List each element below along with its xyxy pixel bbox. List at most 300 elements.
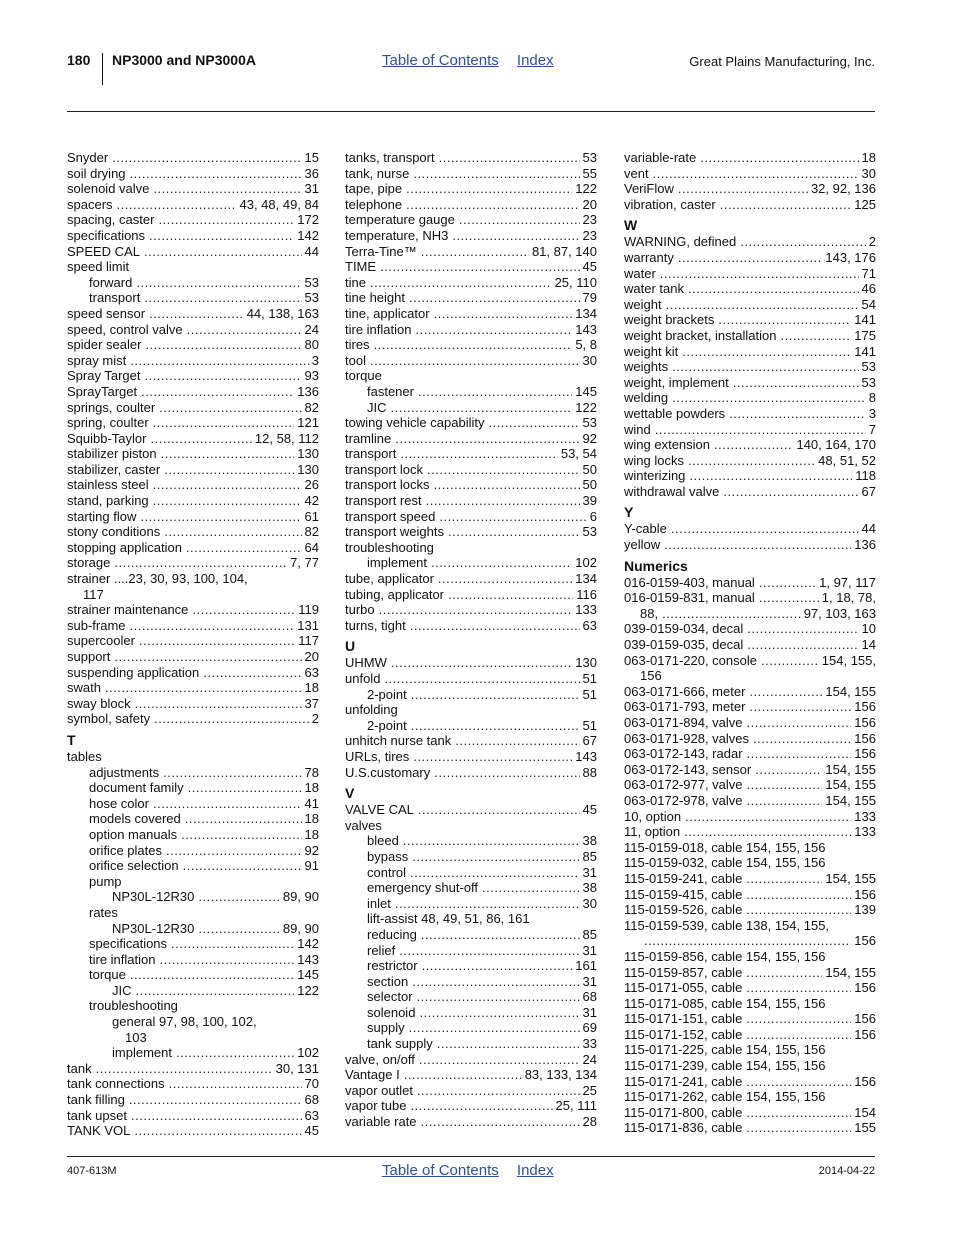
page-references[interactable]: 3 — [868, 405, 876, 421]
page-references[interactable]: 18 — [861, 150, 876, 165]
page-references[interactable]: 18 — [304, 811, 319, 827]
page-references[interactable]: 26 — [304, 477, 319, 493]
page-references[interactable]: 25, 110 — [554, 274, 597, 290]
page-references[interactable]: 89, 90 — [282, 889, 319, 905]
index-entry[interactable] — [345, 275, 597, 291]
index-entry[interactable] — [624, 197, 876, 213]
index-entry[interactable] — [67, 540, 319, 556]
page-references[interactable]: 156 — [854, 730, 876, 746]
page-references[interactable]: 53 — [582, 415, 597, 431]
index-entry[interactable] — [624, 1120, 876, 1136]
page-references[interactable]: 130 — [575, 655, 597, 671]
index-entry[interactable] — [345, 718, 597, 734]
index-entry[interactable] — [345, 733, 597, 749]
index-entry[interactable] — [345, 655, 597, 671]
index-entry[interactable] — [67, 1108, 319, 1124]
page-references[interactable]: 31 — [582, 973, 597, 989]
index-entry[interactable] — [624, 731, 876, 747]
index-entry[interactable] — [67, 1123, 319, 1139]
index-entry[interactable] — [67, 166, 319, 182]
page-references[interactable]: 23 — [582, 227, 597, 243]
index-entry[interactable] — [624, 406, 876, 422]
index-entry[interactable] — [345, 322, 597, 338]
page-references[interactable]: 79 — [582, 290, 597, 306]
index-entry[interactable] — [67, 353, 319, 369]
index-entry[interactable] — [624, 1027, 876, 1043]
page-references[interactable]: 156 — [854, 933, 876, 949]
page-references[interactable]: 44, 138, 163 — [246, 305, 319, 321]
index-entry[interactable] — [624, 606, 876, 622]
page-references[interactable]: 5, 8 — [575, 337, 597, 353]
page-references[interactable]: 154, 155 — [825, 777, 876, 793]
index-entry[interactable] — [345, 849, 597, 865]
page-references[interactable]: 30 — [582, 352, 597, 368]
footer-index-link[interactable]: Index — [516, 1162, 554, 1179]
page-references[interactable]: 63 — [582, 617, 597, 633]
index-entry[interactable] — [67, 936, 319, 952]
index-entry[interactable] — [345, 509, 597, 525]
index-entry[interactable] — [345, 166, 597, 182]
index-entry[interactable] — [345, 1036, 597, 1052]
page-references[interactable]: 68 — [582, 989, 597, 1005]
index-entry[interactable] — [624, 653, 876, 669]
index-entry[interactable] — [345, 1052, 597, 1068]
index-entry[interactable] — [624, 621, 876, 637]
page-references[interactable]: 69 — [582, 1020, 597, 1036]
index-entry[interactable] — [624, 809, 876, 825]
index-entry[interactable] — [67, 765, 319, 781]
page-references[interactable]: 143 — [297, 951, 319, 967]
page-references[interactable]: 92 — [582, 430, 597, 446]
page-references[interactable]: 31 — [582, 942, 597, 958]
page-references[interactable]: 63 — [304, 664, 319, 680]
index-entry[interactable] — [345, 337, 597, 353]
page-references[interactable]: 20 — [582, 196, 597, 212]
index-entry[interactable] — [345, 671, 597, 687]
index-entry[interactable] — [345, 802, 597, 818]
page-references[interactable]: 156 — [854, 1073, 876, 1089]
page-references[interactable]: 125 — [854, 196, 876, 212]
page-references[interactable]: 1, 18, 78, — [821, 590, 876, 606]
page-references[interactable]: 8 — [868, 390, 876, 406]
index-entry[interactable] — [67, 555, 319, 571]
index-entry[interactable] — [624, 965, 876, 981]
index-entry[interactable] — [624, 590, 876, 606]
index-entry[interactable] — [67, 197, 319, 213]
index-entry[interactable] — [624, 715, 876, 731]
page-references[interactable]: 7 — [868, 421, 876, 437]
page-references[interactable]: 82 — [304, 524, 319, 540]
index-entry[interactable] — [624, 871, 876, 887]
index-entry[interactable] — [345, 431, 597, 447]
page-references[interactable]: 70 — [304, 1076, 319, 1092]
page-references[interactable]: 133 — [575, 602, 597, 618]
page-references[interactable]: 154 — [854, 1104, 876, 1120]
index-entry[interactable] — [345, 415, 597, 431]
page-references[interactable]: 172 — [297, 212, 319, 228]
index-entry[interactable] — [67, 509, 319, 525]
index-entry[interactable] — [67, 415, 319, 431]
page-references[interactable]: 102 — [575, 555, 597, 571]
index-entry[interactable] — [624, 468, 876, 484]
page-references[interactable]: 51 — [582, 686, 597, 702]
page-references[interactable]: 64 — [304, 539, 319, 555]
page-references[interactable]: 24 — [304, 321, 319, 337]
page-references[interactable]: 116 — [576, 586, 597, 602]
page-references[interactable]: 45 — [582, 802, 597, 818]
index-entry[interactable] — [345, 181, 597, 197]
index-entry[interactable] — [624, 824, 876, 840]
page-references[interactable]: 42 — [304, 493, 319, 509]
index-entry[interactable] — [67, 1061, 319, 1077]
index-entry[interactable] — [67, 150, 319, 166]
page-references[interactable]: 142 — [297, 227, 319, 243]
page-references[interactable]: 156 — [854, 1026, 876, 1042]
index-entry[interactable] — [345, 1083, 597, 1099]
page-references[interactable]: 43, 48, 49, 84 — [239, 196, 319, 212]
page-references[interactable]: 89, 90 — [282, 920, 319, 936]
page-references[interactable]: 45 — [582, 259, 597, 275]
page-references[interactable]: 51 — [582, 671, 597, 686]
index-entry[interactable] — [67, 181, 319, 197]
index-entry[interactable] — [67, 618, 319, 634]
index-entry[interactable] — [345, 1005, 597, 1021]
page-references[interactable]: 85 — [582, 926, 597, 942]
index-entry[interactable] — [67, 665, 319, 681]
page-references[interactable]: 25 — [582, 1082, 597, 1098]
page-references[interactable]: 81, 87, 140 — [531, 243, 597, 259]
page-references[interactable]: 31 — [582, 864, 597, 880]
index-entry[interactable] — [345, 1114, 597, 1130]
index-entry[interactable] — [345, 244, 597, 260]
index-entry[interactable] — [345, 571, 597, 587]
page-references[interactable]: 161 — [575, 958, 597, 974]
page-references[interactable]: 134 — [575, 571, 597, 587]
index-entry[interactable] — [67, 633, 319, 649]
page-references[interactable]: 46 — [861, 281, 876, 297]
page-references[interactable]: 38 — [582, 880, 597, 896]
page-references[interactable]: 143 — [575, 748, 597, 764]
index-entry[interactable] — [345, 384, 597, 400]
index-entry[interactable] — [67, 384, 319, 400]
page-references[interactable]: 53, 54 — [560, 446, 597, 462]
index-entry[interactable] — [345, 880, 597, 896]
page-references[interactable]: 33 — [582, 1036, 597, 1052]
index-entry[interactable] — [67, 711, 319, 727]
page-references[interactable]: 25, 111 — [555, 1098, 597, 1114]
index-entry[interactable] — [624, 637, 876, 653]
index-entry[interactable] — [624, 746, 876, 762]
page-references[interactable]: 32, 92, 136 — [810, 181, 876, 197]
index-entry[interactable] — [345, 259, 597, 275]
page-references[interactable]: 45 — [304, 1123, 319, 1139]
page-references[interactable]: 130 — [297, 446, 319, 462]
index-entry[interactable] — [345, 765, 597, 781]
index-entry[interactable] — [345, 446, 597, 462]
index-entry[interactable] — [67, 368, 319, 384]
page-references[interactable]: 175 — [854, 327, 876, 343]
index-entry[interactable] — [67, 649, 319, 665]
index-entry[interactable] — [624, 328, 876, 344]
page-references[interactable]: 136 — [854, 537, 876, 553]
page-references[interactable]: 3 — [311, 352, 319, 368]
index-entry[interactable] — [67, 696, 319, 712]
index-entry[interactable] — [624, 181, 876, 197]
page-references[interactable]: 122 — [575, 181, 597, 197]
index-entry[interactable] — [345, 602, 597, 618]
page-references[interactable]: 131 — [297, 617, 319, 633]
index-entry[interactable] — [624, 521, 876, 537]
index-entry[interactable] — [67, 1092, 319, 1108]
page-references[interactable]: 38 — [582, 833, 597, 849]
page-references[interactable]: 156 — [854, 886, 876, 902]
page-references[interactable]: 71 — [861, 265, 876, 281]
index-entry[interactable] — [67, 400, 319, 416]
page-references[interactable]: 53 — [304, 274, 319, 290]
page-references[interactable]: 141 — [854, 312, 876, 328]
page-references[interactable]: 88 — [582, 764, 597, 780]
page-references[interactable]: 156 — [854, 1011, 876, 1027]
page-references[interactable]: 139 — [854, 902, 876, 918]
page-references[interactable]: 44 — [861, 521, 876, 537]
index-entry[interactable] — [624, 297, 876, 313]
index-entry[interactable] — [67, 477, 319, 493]
index-entry[interactable] — [624, 537, 876, 553]
page-references[interactable]: 155 — [854, 1120, 876, 1136]
page-references[interactable]: 24 — [582, 1051, 597, 1067]
page-references[interactable]: 154, 155, — [821, 652, 876, 668]
page-references[interactable]: 102 — [297, 1045, 319, 1061]
index-entry[interactable] — [67, 1045, 319, 1061]
page-references[interactable]: 118 — [855, 468, 876, 484]
index-entry[interactable] — [67, 811, 319, 827]
index-entry[interactable] — [345, 833, 597, 849]
index-entry[interactable] — [345, 555, 597, 571]
index-entry[interactable] — [345, 927, 597, 943]
index-link[interactable]: Index — [516, 52, 554, 69]
page-references[interactable]: 23 — [582, 212, 597, 228]
index-entry[interactable] — [345, 524, 597, 540]
page-references[interactable]: 18 — [304, 780, 319, 796]
page-references[interactable]: 78 — [304, 764, 319, 780]
page-references[interactable]: 18 — [304, 680, 319, 696]
index-entry[interactable] — [624, 684, 876, 700]
index-entry[interactable] — [345, 1098, 597, 1114]
index-entry[interactable] — [345, 353, 597, 369]
index-entry[interactable] — [624, 312, 876, 328]
index-entry[interactable] — [624, 762, 876, 778]
index-entry[interactable] — [345, 197, 597, 213]
index-entry[interactable] — [345, 290, 597, 306]
index-entry[interactable] — [624, 166, 876, 182]
page-references[interactable]: 93 — [304, 368, 319, 384]
index-entry[interactable] — [67, 1076, 319, 1092]
page-references[interactable]: 53 — [304, 290, 319, 306]
page-references[interactable]: 117 — [298, 633, 319, 649]
page-references[interactable]: 53 — [861, 374, 876, 390]
index-entry[interactable] — [67, 322, 319, 338]
page-references[interactable]: 53 — [861, 359, 876, 375]
page-references[interactable]: 82 — [304, 399, 319, 415]
page-references[interactable]: 145 — [297, 967, 319, 983]
index-entry[interactable] — [345, 462, 597, 478]
page-references[interactable]: 145 — [575, 383, 597, 399]
page-references[interactable]: 15 — [304, 150, 319, 165]
page-references[interactable]: 83, 133, 134 — [524, 1067, 597, 1083]
index-entry[interactable] — [624, 793, 876, 809]
page-references[interactable]: 53 — [582, 150, 597, 165]
page-references[interactable]: 140, 164, 170 — [796, 437, 876, 453]
page-references[interactable]: 119 — [298, 602, 319, 618]
index-entry[interactable] — [67, 952, 319, 968]
index-entry[interactable] — [345, 477, 597, 493]
index-entry[interactable] — [345, 687, 597, 703]
page-references[interactable]: 63 — [304, 1107, 319, 1123]
index-entry[interactable] — [624, 344, 876, 360]
index-entry[interactable] — [67, 602, 319, 618]
page-references[interactable]: 67 — [861, 483, 876, 499]
index-entry[interactable] — [67, 889, 319, 905]
page-references[interactable]: 30, 131 — [275, 1060, 319, 1076]
index-entry[interactable] — [67, 983, 319, 999]
page-references[interactable]: 156 — [854, 980, 876, 996]
page-references[interactable]: 136 — [297, 383, 319, 399]
page-references[interactable]: 133 — [854, 808, 876, 824]
index-entry[interactable] — [67, 275, 319, 291]
page-references[interactable]: 10 — [861, 621, 876, 637]
page-references[interactable]: 50 — [582, 477, 597, 493]
page-references[interactable]: 133 — [854, 824, 876, 840]
page-references[interactable]: 28 — [582, 1114, 597, 1130]
index-entry[interactable] — [345, 400, 597, 416]
index-entry[interactable] — [624, 281, 876, 297]
index-entry[interactable] — [624, 390, 876, 406]
index-entry[interactable] — [345, 306, 597, 322]
page-references[interactable]: 39 — [582, 493, 597, 509]
page-references[interactable]: 61 — [304, 508, 319, 524]
index-entry[interactable] — [624, 375, 876, 391]
index-entry[interactable] — [67, 796, 319, 812]
index-entry[interactable] — [624, 484, 876, 500]
page-references[interactable]: 20 — [304, 649, 319, 664]
page-references[interactable]: 130 — [297, 461, 319, 477]
page-references[interactable]: 53 — [582, 524, 597, 540]
index-entry[interactable] — [345, 493, 597, 509]
page-references[interactable]: 41 — [304, 795, 319, 811]
page-references[interactable]: 67 — [582, 733, 597, 749]
index-entry[interactable] — [624, 1105, 876, 1121]
page-references[interactable]: 37 — [304, 695, 319, 711]
index-entry[interactable] — [624, 359, 876, 375]
page-references[interactable]: 30 — [861, 165, 876, 181]
page-references[interactable]: 121 — [297, 415, 319, 431]
page-references[interactable]: 7, 77 — [290, 555, 319, 571]
page-references[interactable]: 122 — [575, 399, 597, 415]
page-references[interactable]: 68 — [304, 1092, 319, 1108]
index-entry[interactable] — [624, 575, 876, 591]
index-entry[interactable] — [345, 150, 597, 166]
index-entry[interactable] — [624, 1011, 876, 1027]
page-references[interactable]: 156 — [854, 746, 876, 762]
index-entry[interactable] — [624, 422, 876, 438]
page-references[interactable]: 18 — [304, 826, 319, 842]
index-entry[interactable] — [67, 967, 319, 983]
footer-table-of-contents-link[interactable]: Table of Contents — [382, 1162, 499, 1179]
page-references[interactable]: 2 — [868, 234, 876, 250]
page-references[interactable]: 122 — [297, 982, 319, 998]
page-references[interactable]: 44 — [304, 243, 319, 259]
page-references[interactable]: 1, 97, 117 — [819, 574, 876, 590]
index-entry[interactable] — [624, 1074, 876, 1090]
page-references[interactable]: 14 — [861, 637, 876, 653]
page-references[interactable]: 48, 51, 52 — [818, 452, 876, 468]
index-entry[interactable] — [345, 958, 597, 974]
index-entry[interactable] — [624, 699, 876, 715]
page-references[interactable]: 156 — [854, 715, 876, 730]
index-entry[interactable] — [345, 865, 597, 881]
index-entry[interactable] — [67, 290, 319, 306]
page-references[interactable]: 154, 155 — [825, 964, 876, 980]
index-entry[interactable] — [624, 902, 876, 918]
page-references[interactable]: 141 — [854, 343, 876, 359]
index-entry[interactable] — [67, 431, 319, 447]
index-entry[interactable] — [345, 212, 597, 228]
index-entry[interactable] — [345, 749, 597, 765]
index-entry[interactable] — [345, 228, 597, 244]
index-entry[interactable] — [67, 780, 319, 796]
page-references[interactable]: 154, 155 — [825, 761, 876, 777]
page-references[interactable]: 31 — [582, 1004, 597, 1020]
index-entry[interactable] — [624, 887, 876, 903]
index-entry[interactable] — [624, 437, 876, 453]
index-entry[interactable] — [345, 1020, 597, 1036]
index-entry[interactable] — [67, 306, 319, 322]
index-entry[interactable] — [67, 827, 319, 843]
page-references[interactable]: 50 — [582, 461, 597, 477]
index-entry[interactable] — [345, 974, 597, 990]
page-references[interactable]: 154, 155 — [825, 683, 876, 699]
page-references[interactable]: 154, 155 — [825, 870, 876, 886]
index-entry[interactable] — [67, 337, 319, 353]
index-entry[interactable] — [624, 250, 876, 266]
index-entry[interactable] — [345, 989, 597, 1005]
index-entry[interactable] — [345, 1067, 597, 1083]
index-entry[interactable] — [67, 680, 319, 696]
index-entry[interactable] — [67, 921, 319, 937]
index-entry[interactable] — [624, 980, 876, 996]
page-references[interactable]: 92 — [304, 842, 319, 858]
index-entry[interactable] — [67, 462, 319, 478]
page-references[interactable]: 31 — [304, 181, 319, 197]
page-references[interactable]: 55 — [582, 165, 597, 181]
index-entry[interactable] — [345, 587, 597, 603]
index-entry[interactable] — [624, 150, 876, 166]
index-entry[interactable] — [67, 524, 319, 540]
index-entry[interactable] — [624, 266, 876, 282]
page-references[interactable]: 91 — [304, 858, 319, 874]
index-entry[interactable] — [67, 843, 319, 859]
index-entry[interactable] — [345, 896, 597, 912]
page-references[interactable]: 6 — [589, 508, 597, 524]
page-references[interactable]: 80 — [304, 337, 319, 353]
page-references[interactable]: 36 — [304, 165, 319, 181]
index-entry[interactable] — [67, 212, 319, 228]
page-references[interactable]: 54 — [861, 296, 876, 312]
page-references[interactable]: 12, 58, 112 — [254, 430, 319, 446]
page-references[interactable]: 85 — [582, 848, 597, 864]
page-references[interactable]: 30 — [582, 895, 597, 911]
index-entry[interactable] — [67, 858, 319, 874]
